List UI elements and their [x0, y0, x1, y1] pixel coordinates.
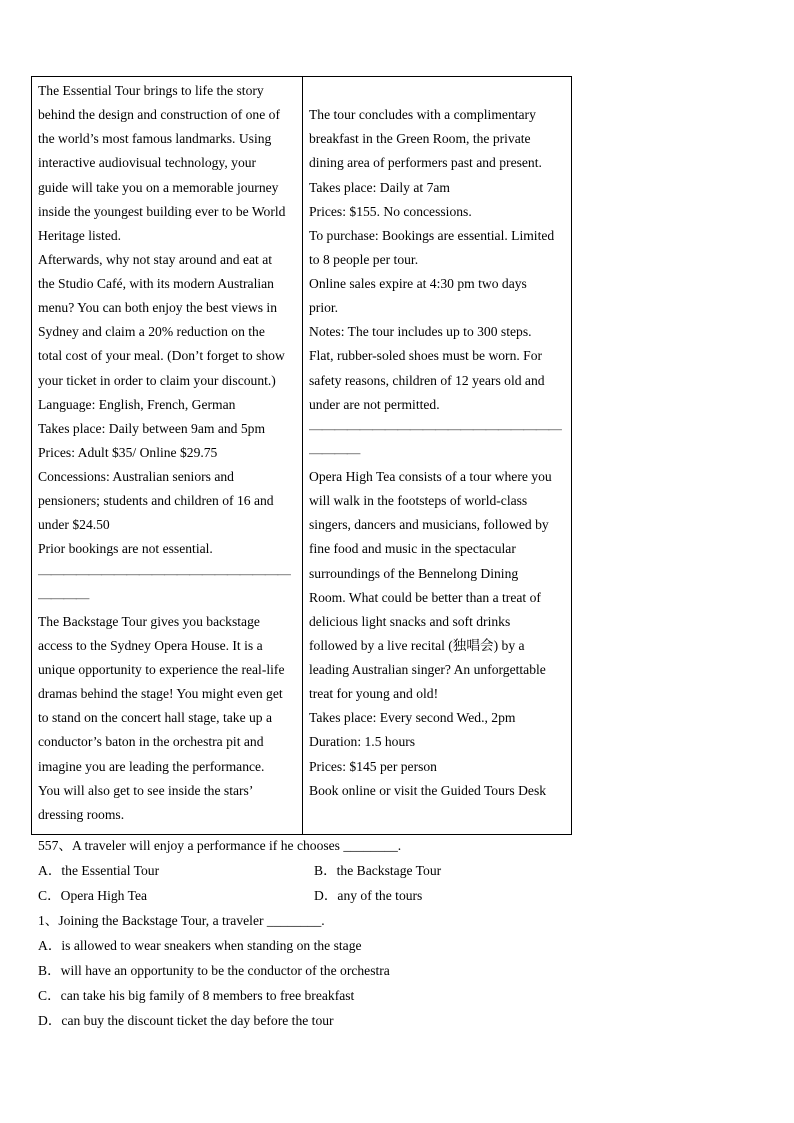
- option-d: D．can buy the discount ticket the day before the tour: [38, 1013, 334, 1028]
- text-line: access to the Sydney Opera House. It is a: [38, 637, 263, 653]
- text-line: menu? You can both enjoy the best views in: [38, 300, 277, 316]
- text-line: to stand on the concert hall stage, take up a: [38, 710, 273, 726]
- text-line: under $24.50: [38, 517, 110, 533]
- text-line: Duration: 1.5 hours: [309, 734, 416, 750]
- right-column: [309, 79, 571, 803]
- text-line: Afterwards, why not stay around and eat at: [38, 251, 273, 267]
- text-line: Sydney and claim a 20% reduction on the: [38, 324, 265, 340]
- text-line: fine food and music in the spectacular: [309, 541, 516, 557]
- text-line: Book online or visit the Guided Tours Desk: [309, 782, 547, 798]
- text-line: safety reasons, children of 12 years old and: [309, 372, 545, 388]
- text-line: unique opportunity to experience the real-life: [38, 662, 285, 677]
- text-line: treat for young and old!: [309, 686, 439, 702]
- section-separator: ————————————————————: [38, 565, 290, 581]
- text-line: [309, 79, 571, 103]
- option-c: C．Opera High Tea: [38, 888, 148, 903]
- text-line: The Backstage Tour gives you backstage: [38, 613, 260, 629]
- text-line: singers, dancers and musicians, followed by: [309, 517, 549, 533]
- text-line: Notes: The tour includes up to 300 steps.: [309, 324, 532, 340]
- text-line: breakfast in the Green Room, the private: [309, 131, 531, 147]
- text-line: Room. What could be better than a treat of: [309, 589, 541, 605]
- text-line: prior.: [309, 300, 339, 316]
- questions: [38, 836, 598, 1036]
- tour-info-table: [31, 76, 572, 835]
- option-d: D．any of the tours: [314, 888, 423, 903]
- text-line: followed by a live recital (独唱会) by a: [309, 637, 525, 653]
- text-line: guide will take you on a memorable journey: [38, 179, 279, 195]
- text-line: interactive audiovisual technology, your: [38, 155, 257, 171]
- section-separator: ————: [38, 589, 89, 605]
- text-line: Prices: $145 per person: [309, 758, 437, 774]
- text-line: Concessions: Australian seniors and: [38, 469, 234, 484]
- text-line: will walk in the footsteps of world-class: [309, 493, 528, 509]
- option-b: B．the Backstage Tour: [314, 863, 442, 878]
- text-line: Prices: Adult $35/ Online $29.75: [38, 444, 218, 460]
- question-stem: 1、Joining the Backstage Tour, a traveler ________.: [38, 913, 325, 928]
- text-line: Language: English, French, German: [38, 396, 236, 412]
- text-line: Flat, rubber-soled shoes must be worn. For: [309, 348, 543, 364]
- option-a: A．the Essential Tour: [38, 863, 160, 878]
- text-line: dining area of performers past and present.: [309, 155, 542, 171]
- text-line: imagine you are leading the performance.: [38, 758, 265, 774]
- text-line: dramas behind the stage! You might even get: [38, 686, 283, 702]
- text-line: total cost of your meal. (Don’t forget to show: [38, 348, 285, 364]
- text-line: delicious light snacks and soft drinks: [309, 613, 511, 629]
- text-line: surroundings of the Bennelong Dining: [309, 565, 519, 581]
- option-b: B．will have an opportunity to be the conductor of the orchestra: [38, 963, 390, 978]
- section-separator: ————: [309, 444, 360, 460]
- text-line: Heritage listed.: [38, 227, 122, 243]
- text-line: dressing rooms.: [38, 806, 125, 822]
- text-line: your ticket in order to claim your discount.): [38, 372, 276, 388]
- column-divider: [302, 77, 303, 834]
- text-line: inside the youngest building ever to be World: [38, 203, 286, 219]
- text-line: Takes place: Daily between 9am and 5pm: [38, 420, 266, 436]
- question-stem: 557、A traveler will enjoy a performance if he chooses ________.: [38, 838, 402, 853]
- text-line: Prior bookings are not essential.: [38, 541, 213, 557]
- text-line: Prices: $155. No concessions.: [309, 203, 472, 219]
- text-line: behind the design and construction of one of: [38, 107, 280, 123]
- text-line: under are not permitted.: [309, 396, 440, 412]
- text-line: the world’s most famous landmarks. Using: [38, 131, 272, 147]
- option-a: A．is allowed to wear sneakers when standing on the stage: [38, 938, 362, 953]
- text-line: Opera High Tea consists of a tour where you: [309, 469, 552, 484]
- text-line: The Essential Tour brings to life the story: [38, 83, 264, 98]
- option-c: C．can take his big family of 8 members to free breakfast: [38, 988, 355, 1003]
- text-line: conductor’s baton in the orchestra pit and: [38, 734, 264, 750]
- text-line: to 8 people per tour.: [309, 251, 419, 267]
- text-line: Takes place: Daily at 7am: [309, 179, 450, 195]
- text-line: leading Australian singer? An unforgettable: [309, 662, 546, 677]
- text-line: Online sales expire at 4:30 pm two days: [309, 276, 527, 291]
- left-column: [38, 79, 300, 827]
- text-line: pensioners; students and children of 16 and: [38, 493, 274, 509]
- text-line: the Studio Café, with its modern Australian: [38, 276, 274, 291]
- text-line: To purchase: Bookings are essential. Limited: [309, 227, 555, 243]
- text-line: You will also get to see inside the stars’: [38, 782, 254, 798]
- text-line: The tour concludes with a complimentary: [309, 107, 536, 123]
- section-separator: ————————————————————: [309, 420, 561, 436]
- text-line: Takes place: Every second Wed., 2pm: [309, 710, 516, 726]
